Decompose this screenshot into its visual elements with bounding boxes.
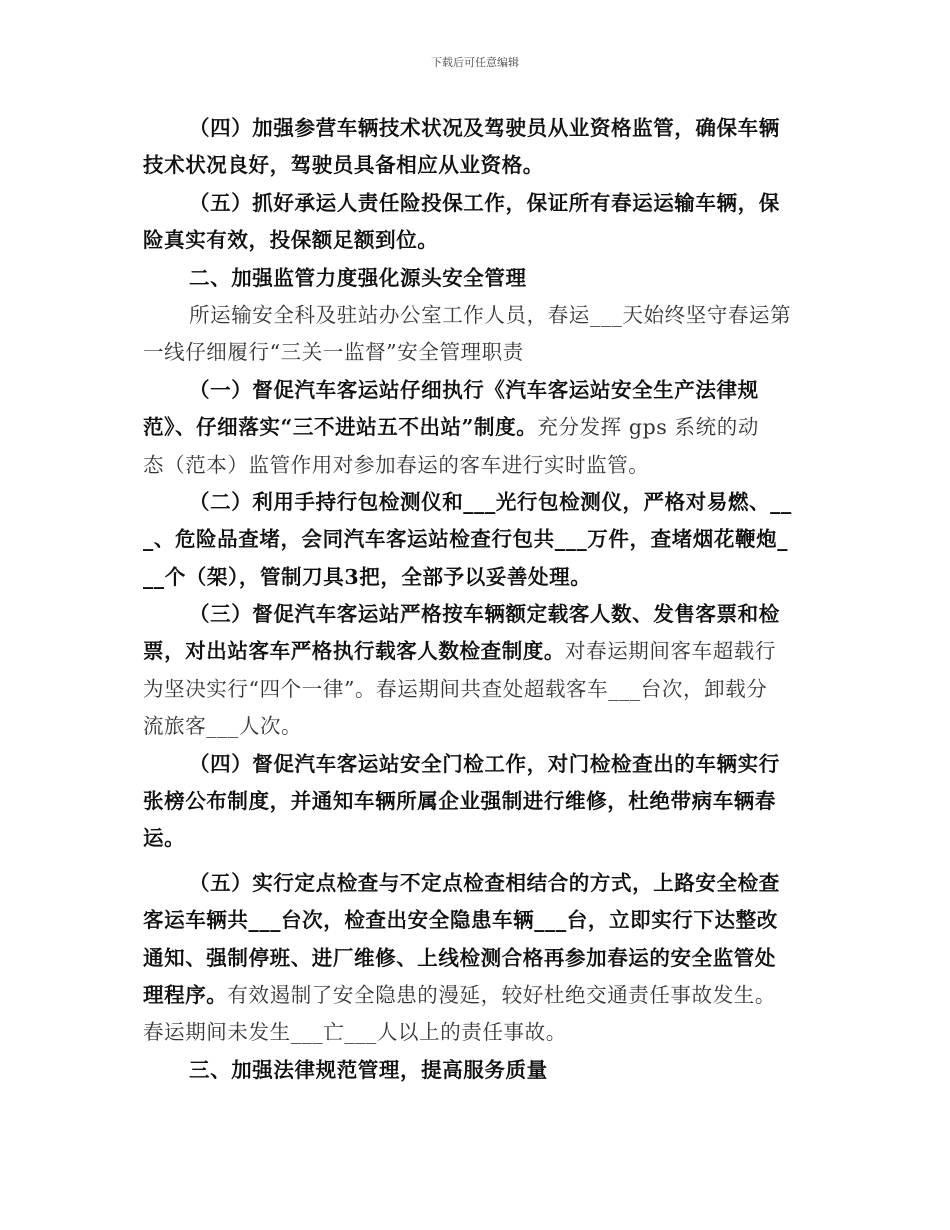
text-line bbox=[143, 977, 811, 1014]
text-line bbox=[143, 1052, 811, 1089]
bold-text: 理程序。 bbox=[143, 982, 228, 1007]
text-line bbox=[143, 260, 811, 297]
normal-text: 所运输安全科及驻站办公室工作人员，春运___天始终坚守春运第 bbox=[189, 302, 792, 327]
text-line bbox=[143, 902, 811, 939]
bold-text: （五）抓好承运人责任险投保工作，保证所有春运运输车辆，保 bbox=[189, 190, 780, 215]
text-line bbox=[143, 447, 811, 484]
text-line bbox=[143, 484, 811, 521]
bold-text: 张榜公布制度，并通知车辆所属企业强制进行维修，杜绝带病车辆春 bbox=[143, 789, 776, 814]
bold-text: 客运车辆共___台次，检查出安全隐患车辆___台，立即实行下达整改 bbox=[143, 908, 778, 933]
bold-text: 三、加强法律规范管理，提高服务质量 bbox=[189, 1057, 548, 1082]
bold-text: （一）督促汽车客运站仔细执行《汽车客运站安全生产法律规 bbox=[189, 377, 759, 402]
text-line bbox=[143, 372, 811, 409]
bold-text: （三）督促汽车客运站严格按车辆额定载客人数、发售客票和检 bbox=[189, 602, 780, 627]
paragraph-gap bbox=[143, 858, 811, 865]
bold-text: 运。 bbox=[143, 826, 186, 851]
text-line bbox=[143, 409, 811, 446]
text-line bbox=[143, 940, 811, 977]
document-body bbox=[143, 110, 811, 1089]
bold-text: 二、加强监管力度强化源头安全管理 bbox=[189, 265, 527, 290]
normal-text: 态（范本）监管作用对参加春运的客车进行实时监管。 bbox=[143, 452, 650, 477]
text-line bbox=[143, 671, 811, 708]
bold-text: 险真实有效，投保额足额到位。 bbox=[143, 228, 439, 253]
text-line bbox=[143, 559, 811, 596]
normal-text: 一线仔细履行“三关一监督”安全管理职责 bbox=[143, 340, 524, 365]
normal-text: 充分发挥 gps 系统的动 bbox=[537, 415, 759, 440]
bold-text: _、危险品查堵，会同汽车客运站检查行包共___万件，查堵烟花鞭炮_ bbox=[143, 527, 789, 552]
bold-text: __个（架），管制刀具3把，全部予以妥善处理。 bbox=[143, 564, 592, 589]
bold-text: 通知、强制停班、进厂维修、上线检测合格再参加春运的安全监管处 bbox=[143, 945, 776, 970]
text-line bbox=[143, 147, 811, 184]
text-line bbox=[143, 521, 811, 558]
normal-text: 对春运期间客车超载行 bbox=[565, 639, 776, 664]
text-line bbox=[143, 633, 811, 670]
bold-text: （二）利用手持行包检测仪和___光行包检测仪，严格对易燃、__ bbox=[189, 489, 792, 514]
text-line bbox=[143, 334, 811, 371]
text-line bbox=[143, 746, 811, 783]
text-line bbox=[143, 1014, 811, 1051]
normal-text: 有效遏制了安全隐患的漫延，较好杜绝交通责任事故发生。 bbox=[227, 982, 777, 1007]
text-line bbox=[143, 708, 811, 745]
text-line bbox=[143, 820, 811, 857]
text-line bbox=[143, 865, 811, 902]
text-line bbox=[143, 297, 811, 334]
text-line bbox=[143, 783, 811, 820]
normal-text: 为坚决实行“四个一律”。春运期间共查处超载客车___台次，卸载分 bbox=[143, 676, 768, 701]
text-line bbox=[143, 110, 811, 147]
bold-text: （四）加强参营车辆技术状况及驾驶员从业资格监管，确保车辆 bbox=[189, 116, 780, 140]
bold-text: （五）实行定点检查与不定点检查相结合的方式，上路安全检查 bbox=[189, 870, 780, 895]
text-line bbox=[143, 596, 811, 633]
text-line bbox=[143, 185, 811, 222]
bold-text: 范》、仔细落实“三不进站五不出站”制度。 bbox=[143, 415, 538, 440]
bold-text: （四）督促汽车客运站安全门检工作，对门检检查出的车辆实行 bbox=[189, 751, 780, 776]
normal-text: 流旅客___人次。 bbox=[143, 714, 303, 739]
bold-text: 票，对出站客车严格执行载客人数检查制度。 bbox=[143, 639, 565, 664]
bold-text: 技术状况良好，驾驶员具备相应从业资格。 bbox=[143, 153, 544, 178]
text-line bbox=[143, 222, 811, 259]
normal-text: 春运期间未发生___亡___人以上的责任事故。 bbox=[143, 1020, 567, 1045]
page-header: 下载后可任意编辑 bbox=[431, 56, 519, 69]
